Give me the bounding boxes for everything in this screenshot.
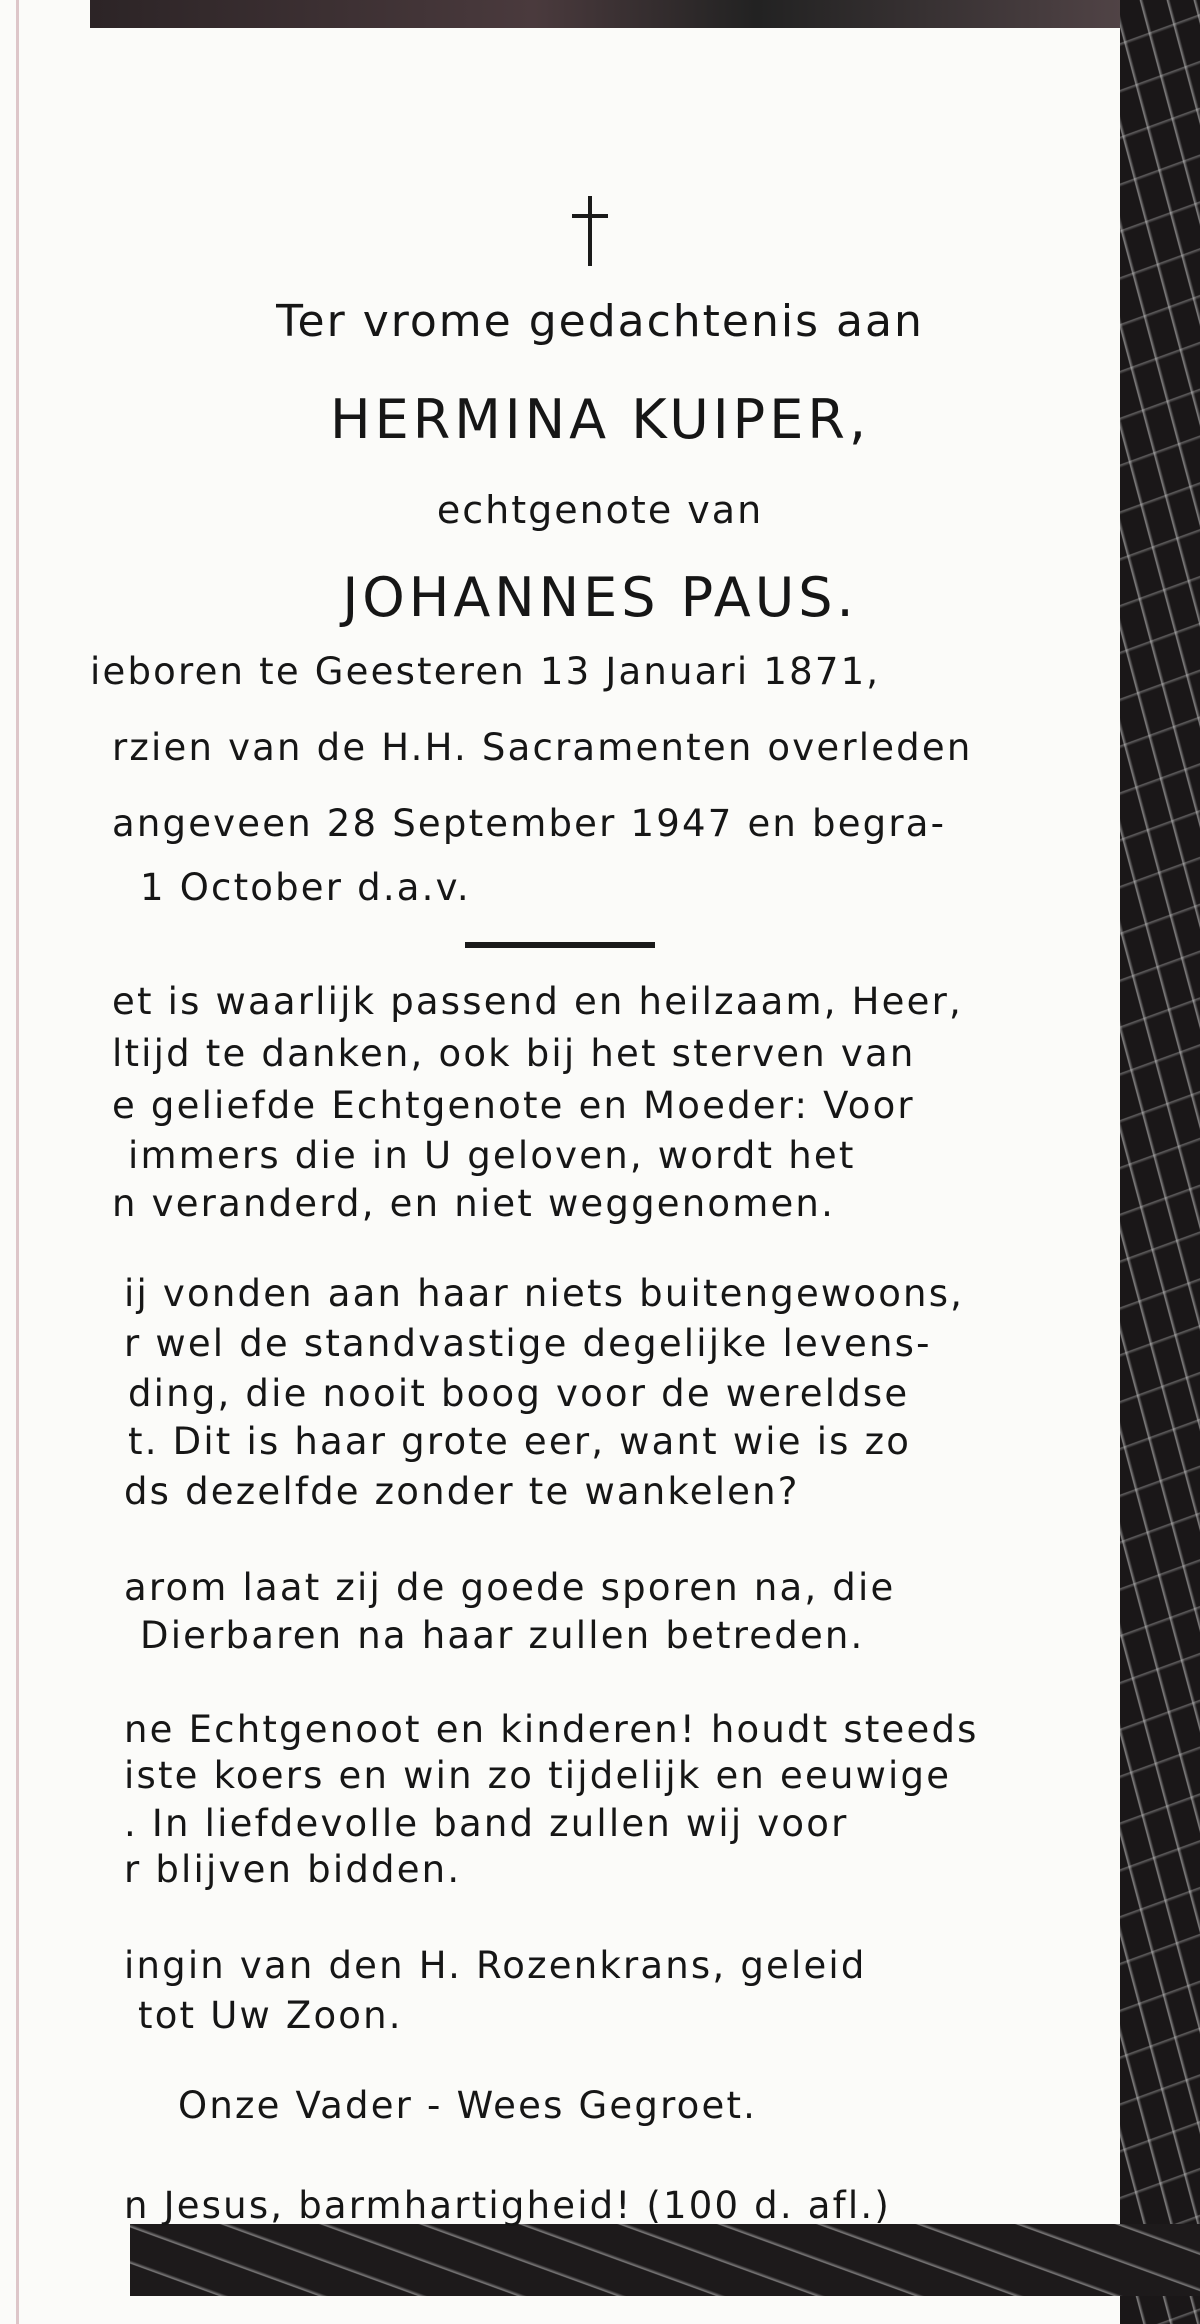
spouse-name: JOHANNES PAUS. xyxy=(342,566,858,629)
indulgence-line: n Jesus, barmhartigheid! (100 d. afl.) xyxy=(124,2184,891,2227)
paragraph-line: n veranderd, en niet weggenomen. xyxy=(112,1182,836,1225)
paragraph-line: iste koers en win zo tijdelijk en eeuwige xyxy=(124,1754,952,1797)
right-black-border xyxy=(1120,0,1200,2324)
biography-line: ieboren te Geesteren 13 Januari 1871, xyxy=(90,650,881,693)
paragraph-line: ingin van den H. Rozenkrans, geleid xyxy=(124,1944,867,1987)
deceased-name: HERMINA KUIPER, xyxy=(329,388,871,451)
biography-line: 1 October d.a.v. xyxy=(140,866,471,909)
paragraph-line: t. Dit is haar grote eer, want wie is zo xyxy=(128,1420,912,1463)
paragraph-line: et is waarlijk passend en heilzaam, Heer, xyxy=(112,980,963,1023)
relation-text: echtgenote van xyxy=(436,488,764,532)
paragraph-line: arom laat zij de goede sporen na, die xyxy=(124,1566,896,1609)
biography-line: rzien van de H.H. Sacramenten overleden xyxy=(112,726,973,769)
paragraph-line: r blijven bidden. xyxy=(124,1848,462,1891)
biography-line: angeveen 28 September 1947 en begra- xyxy=(112,802,947,845)
cross-icon xyxy=(570,196,610,266)
top-black-border xyxy=(90,0,1200,28)
paragraph-line: immers die in U geloven, wordt het xyxy=(128,1134,856,1177)
left-edge-line xyxy=(16,0,19,2324)
paragraph-line: Dierbaren na haar zullen betreden. xyxy=(140,1614,865,1657)
paragraph-line: tot Uw Zoon. xyxy=(138,1994,403,2037)
paragraph-line: ding, die nooit boog voor de wereldse xyxy=(128,1372,910,1415)
paragraph-line: ds dezelfde zonder te wankelen? xyxy=(124,1470,800,1513)
bottom-black-border xyxy=(130,2224,1200,2296)
paragraph-line: . In liefdevolle band zullen wij voor xyxy=(124,1802,849,1845)
dedication-heading: Ter vrome gedachtenis aan xyxy=(276,296,924,347)
paragraph-line: ij vonden aan haar niets buitengewoons, xyxy=(124,1272,965,1315)
paragraph-line: ne Echtgenoot en kinderen! houdt steeds xyxy=(124,1708,979,1751)
divider-rule xyxy=(465,942,655,948)
paragraph-line: e geliefde Echtgenote en Moeder: Voor xyxy=(112,1084,915,1127)
paragraph-line: ltijd te danken, ook bij het sterven van xyxy=(112,1032,916,1075)
paragraph-line: r wel de standvastige degelijke levens- xyxy=(124,1322,932,1365)
prayer-line: Onze Vader - Wees Gegroet. xyxy=(178,2084,758,2127)
